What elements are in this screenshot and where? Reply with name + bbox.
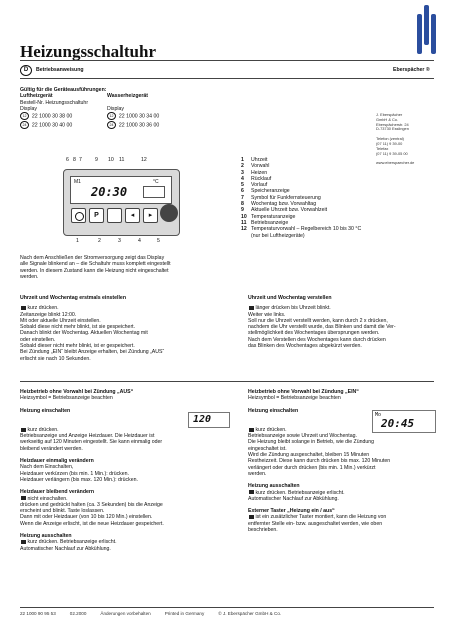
heading-heat-off: Heizung ausschalten bbox=[248, 483, 300, 490]
temperature-dial[interactable] bbox=[160, 204, 178, 222]
legend-text: Speicheranzeige bbox=[251, 188, 290, 195]
callout: 10 bbox=[108, 157, 114, 163]
section-subheading: Heizsymbol = Betriebsanzeige beachten bbox=[20, 395, 113, 402]
button-key-icon bbox=[21, 306, 26, 310]
text-line-content: beschrieben. bbox=[248, 527, 278, 534]
text-line-content: Soll nur die Uhrzeit verstellt werden, kann durch 2 x drücken, bbox=[248, 317, 388, 324]
language-badge: D bbox=[20, 65, 32, 76]
company-city: D-73730 Esslingen bbox=[376, 126, 409, 132]
text-line bbox=[248, 527, 448, 533]
company-name: J. Eberspächer bbox=[376, 112, 403, 117]
text-line-content: Heizdauer verkürzen (bis min. 1 Min.): drücken. bbox=[20, 470, 129, 477]
text-line-content: Dann mit oder Heizdauer (von 10 bis 120 Min.) einstellen. bbox=[20, 514, 153, 521]
applies-row bbox=[20, 121, 230, 129]
section-heading: Uhrzeit und Wochentag verstellen bbox=[248, 295, 332, 301]
text-line-content: Die Heizung bleibt solange in Betrieb, wie die Zündung bbox=[248, 439, 375, 446]
text-line-content: Danach blinkt der Wochentag. Aktuellen Wochentag mit bbox=[20, 330, 148, 337]
display-time: 20:30 bbox=[91, 185, 128, 199]
mark-12-icon: 12 bbox=[20, 112, 29, 120]
legend-number: 8 bbox=[241, 201, 244, 208]
callout: 3 bbox=[118, 238, 121, 244]
lcd-clock bbox=[372, 410, 436, 433]
brand-name: Eberspächer ® bbox=[393, 67, 430, 73]
heading-heat-on: Heizung einschalten bbox=[20, 407, 71, 414]
legend-text: Temperaturanzeige bbox=[251, 213, 296, 220]
text-line bbox=[248, 496, 448, 502]
heading-duration-once: Heizdauer einmalig verändern bbox=[20, 458, 94, 465]
text-line-content: kurz drücken. Betriebsanzeige erlischt. bbox=[27, 539, 117, 546]
legend-number: 9 bbox=[241, 207, 244, 214]
legend-number: 6 bbox=[241, 188, 244, 195]
text-line-content: Mit oder aktuelle Uhrzeit einstellen. bbox=[20, 317, 101, 324]
text-line-content: Sobald diese nicht mehr blinkt, ist sie gespeichert. bbox=[20, 324, 136, 331]
callout: 1 bbox=[76, 238, 79, 244]
phone: (07 11) 9 39-00 bbox=[376, 140, 403, 146]
text-line-content: Wird die Zündung ausgeschaltet, bleiben 15 Minuten bbox=[248, 452, 370, 459]
text-line-content: Nach dem Anschließen der Stromversorgung zeigt das Display bbox=[20, 255, 165, 261]
text-line-content: Nach dem Einschalten, bbox=[20, 464, 74, 471]
legend-text: Symbol für Funkfernsteuerung bbox=[251, 194, 321, 201]
text-line-content: oder einstellen. bbox=[20, 336, 56, 343]
order-label: Bestell-Nr. Heizungsschaltuhr bbox=[20, 99, 89, 106]
device-panel bbox=[63, 169, 180, 236]
text-line-content: werden. bbox=[248, 470, 267, 477]
legend-text: Vorlauf bbox=[251, 182, 268, 189]
phone-label: Telefon (zentral) bbox=[376, 136, 404, 142]
callout-numbers-top bbox=[55, 157, 190, 165]
text-line-content: Restheizzeit. Diese kann durch drücken bis max. 120 Minuten bbox=[248, 458, 391, 465]
legend-text: Rücklauf bbox=[251, 175, 272, 182]
company-name-2: GmbH & Co. bbox=[376, 116, 399, 122]
legend-number: 12 bbox=[241, 226, 247, 233]
text-line bbox=[20, 274, 250, 280]
forward-button[interactable]: ▸ bbox=[143, 208, 158, 223]
mark-24-icon: 24 bbox=[107, 121, 116, 129]
callout: 2 bbox=[98, 238, 101, 244]
text-line bbox=[20, 446, 225, 452]
footer-printed: Printed in Germany bbox=[164, 611, 205, 616]
back-button[interactable]: ◂ bbox=[125, 208, 140, 223]
intro-text bbox=[20, 255, 250, 280]
button-key-icon bbox=[249, 515, 254, 519]
text-line-content: erscheint und blinkt. Taste loslassen. bbox=[20, 508, 105, 515]
lcd-clock-value: 20:45 bbox=[381, 417, 415, 430]
text-line-content: Wenn die Anzeige erlischt, ist die neue Heizdauer gespeichert. bbox=[20, 520, 164, 527]
legend-number bbox=[241, 233, 251, 239]
text-line bbox=[248, 343, 452, 349]
section-subheading: Heizsymbol = Betriebsanzeige beachten bbox=[248, 395, 341, 402]
lcd-day: Mo bbox=[375, 412, 382, 418]
col-water: Wasserheizgerät bbox=[107, 93, 149, 100]
legend-item bbox=[241, 233, 381, 239]
heat-button[interactable] bbox=[107, 208, 122, 223]
footer-copyright: © J. Eberspächer GmbH & Co. bbox=[218, 611, 282, 616]
callout: 7 bbox=[79, 157, 82, 163]
button-key-icon bbox=[21, 428, 26, 432]
text-line-content: nicht einschalten. bbox=[27, 495, 68, 502]
text-line-content: Weiter wie links. bbox=[248, 311, 286, 318]
footer bbox=[20, 611, 434, 616]
legend-number: 3 bbox=[241, 169, 244, 176]
legend-list bbox=[241, 157, 381, 239]
button-key-icon bbox=[249, 428, 254, 432]
device-illustration bbox=[55, 157, 190, 247]
page-title: Heizungsschaltuhr bbox=[20, 42, 157, 61]
text-line bbox=[20, 477, 225, 483]
legend-number: 4 bbox=[241, 175, 244, 182]
text-line-content: werden. bbox=[20, 273, 39, 280]
text-line-content: erlischt sie nach 10 Sekunden. bbox=[20, 355, 91, 362]
text-line bbox=[248, 471, 448, 477]
text-line-content: stellmöglichkeit des Wochentages übersprungen werden. bbox=[248, 330, 380, 337]
text-line-content: das Blinken des Wochentages abgekürzt werden. bbox=[248, 343, 362, 350]
heading-heat-on: Heizung einschalten bbox=[248, 407, 299, 414]
text-line-content: länger drücken bis Uhrzeit blinkt. bbox=[255, 305, 331, 312]
website: www.eberspaecher.de bbox=[376, 160, 415, 166]
text-line-content: werkseitig auf 120 Minuten eingestellt. Sie kann einmalig oder bbox=[20, 439, 163, 446]
text-line-content: Automatischer Nachlauf zur Abkühlung. bbox=[248, 495, 339, 502]
text-line-content: kurz drücken. bbox=[255, 426, 287, 433]
heading-external-button: Externer Taster „Heizung ein / aus“ bbox=[248, 508, 335, 515]
mark-24-icon: 24 bbox=[20, 121, 29, 129]
applies-row bbox=[20, 112, 230, 120]
text-line-content: ist ein zusätzlicher Taster montiert, kann die Heizung von bbox=[255, 514, 387, 521]
text-line-content: kurz drücken. bbox=[27, 426, 59, 433]
callout: 9 bbox=[95, 157, 98, 163]
section-heading: Uhrzeit und Wochentag erstmals einstellen bbox=[20, 295, 126, 301]
text-line bbox=[20, 546, 225, 552]
preset-button[interactable]: P bbox=[89, 208, 104, 223]
legend-number: 5 bbox=[241, 182, 244, 189]
day-indicator: M1 bbox=[74, 179, 81, 185]
clock-button[interactable] bbox=[71, 208, 86, 223]
legend-number: 1 bbox=[241, 157, 244, 163]
text-line-content: Zeitanzeige blinkt 12:00. bbox=[20, 311, 77, 318]
text-line-content: Betriebsanzeige und Anzeige Heizdauer. Die Heizdauer ist bbox=[20, 433, 155, 440]
callout: 12 bbox=[141, 157, 147, 163]
section-adjust-time bbox=[248, 295, 452, 349]
legend-number: 2 bbox=[241, 163, 244, 170]
legend-text: Aktuelle Uhrzeit bzw. Vorwahlzeit bbox=[251, 207, 328, 214]
legend-text: Vorwahl bbox=[251, 163, 270, 170]
callout: 4 bbox=[138, 238, 141, 244]
text-line-content: eingeschaltet ist. bbox=[248, 445, 287, 452]
text-line-content: Nach dem Verstellen des Wochentages kann durch drücken bbox=[248, 336, 386, 343]
legend-text: (nur bei Luftheizgeräte) bbox=[251, 232, 305, 239]
legend-text: Heizen bbox=[251, 169, 268, 176]
fax: (07 11) 9 39-05 00 bbox=[376, 150, 408, 156]
part-water: 22 1000 30 34 00 bbox=[118, 113, 160, 120]
button-key-icon bbox=[21, 496, 26, 500]
heading-duration-permanent: Heizdauer bleibend verändern bbox=[20, 489, 95, 496]
button-key-icon bbox=[249, 306, 254, 310]
text-line-content: Heizdauer verlängern (bis max. 120 Min.): drücken. bbox=[20, 476, 138, 483]
footer-part-number: 22 1000 90 95 53 bbox=[20, 611, 56, 616]
text-line-content: nachdem die Uhr verstellt wurde, das Blinken und damit die Ver- bbox=[248, 324, 396, 331]
doc-subtitle: Betriebsanweisung bbox=[36, 67, 84, 73]
section-set-time bbox=[20, 295, 225, 362]
device-display bbox=[70, 176, 172, 204]
legend-number: 10 bbox=[241, 213, 247, 220]
company-address bbox=[376, 113, 414, 166]
text-line-content: Betriebsanzeige sowie Uhrzeit und Wochentag. bbox=[248, 433, 357, 440]
company-street: Eberspächerstr. 24 bbox=[376, 121, 409, 127]
text-line-content: alle Signale blinkend an – die Schaltuhr muss komplett eingestellt bbox=[20, 261, 171, 268]
callout: 6 bbox=[66, 157, 69, 163]
callout: 8 bbox=[73, 157, 76, 163]
text-line-content: Bei Zündung „EIN“ bleibt Anzeige erhalten, bei Zündung „AUS“ bbox=[20, 349, 165, 356]
display-label-air: Display bbox=[20, 105, 38, 112]
part-air: 22 1000 30 40 00 bbox=[31, 122, 73, 129]
temperature-bar bbox=[143, 186, 165, 198]
text-line-content: Automatischer Nachlauf zur Abkühlung. bbox=[20, 545, 111, 552]
temp-unit: °C bbox=[153, 179, 159, 185]
button-key-icon bbox=[21, 540, 26, 544]
lcd-duration bbox=[188, 412, 230, 428]
button-key-icon bbox=[249, 490, 254, 494]
text-line-content: verlängert oder durch drücken (bis min. 1 Min.) verkürzt bbox=[248, 464, 376, 471]
fax-label: Telefax bbox=[376, 145, 389, 151]
callout: 11 bbox=[119, 157, 125, 163]
text-line-content: bleibend verändert werden. bbox=[20, 445, 83, 452]
text-line-content: drücken und gedrückt halten (ca. 3 Sekunden) bis die Anzeige bbox=[20, 501, 163, 508]
heading-heat-off: Heizung ausschalten bbox=[20, 533, 72, 540]
legend-text: Uhrzeit bbox=[251, 157, 268, 163]
text-line-content: Sobald dieser nicht mehr blinkt, ist er gespeichert. bbox=[20, 343, 135, 350]
legend-number: 11 bbox=[241, 219, 247, 226]
part-water: 22 1000 30 36 00 bbox=[118, 122, 160, 129]
text-line-content: kurz drücken. bbox=[27, 305, 59, 312]
text-line-content: werden. In diesem Zustand kann die Heizung nicht eingeschaltet bbox=[20, 267, 169, 274]
section-heading: Heizbetrieb ohne Vorwahl bei Zündung „AUS“ bbox=[20, 389, 134, 395]
text-line bbox=[20, 521, 225, 527]
legend-text: Betriebsanzeige bbox=[251, 219, 289, 226]
text-line bbox=[20, 356, 225, 362]
text-line-content: kurz drücken. Betriebsanzeige erlischt. bbox=[255, 489, 345, 496]
footer-date: 02.2000 bbox=[69, 611, 87, 616]
callout: 5 bbox=[157, 238, 160, 244]
text-line-content: entfernter Stelle ein- bzw. ausgeschaltet werden, wie oben bbox=[248, 520, 383, 527]
legend-number: 7 bbox=[241, 194, 244, 201]
lcd-duration-value: 120 bbox=[193, 414, 212, 425]
legend-text: Wochentag bzw. Vorwahltag bbox=[251, 201, 317, 208]
footer-note: Änderungen vorbehalten bbox=[100, 611, 151, 616]
section-heading: Heizbetrieb ohne Vorwahl bei Zündung „EIN“ bbox=[248, 389, 359, 395]
part-air: 22 1000 30 38 00 bbox=[31, 113, 73, 120]
applies-block bbox=[20, 87, 230, 129]
col-air: Luftheizgerät bbox=[20, 93, 53, 100]
legend-text: Temperaturvorwahl – Regelbereich 10 bis 30 °C bbox=[251, 226, 362, 233]
callout-numbers-bottom bbox=[55, 238, 190, 246]
mark-12-icon: 12 bbox=[107, 112, 116, 120]
applies-heading: Gültig für die Geräteausführungen: bbox=[20, 87, 107, 93]
display-label-water: Display bbox=[107, 105, 125, 112]
